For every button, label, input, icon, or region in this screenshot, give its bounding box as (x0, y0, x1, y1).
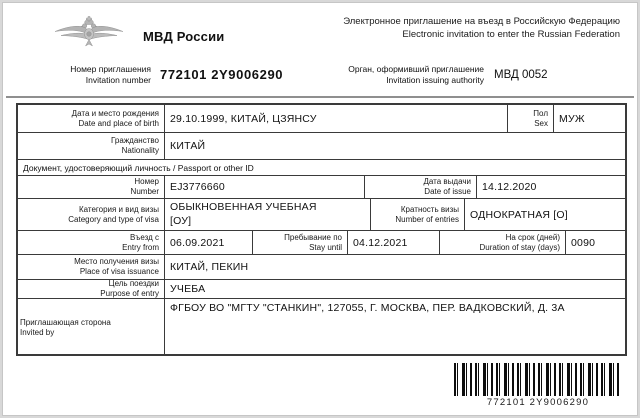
purpose-value: УЧЕБА (164, 280, 625, 298)
invited-by-value: ФГБОУ ВО "МГТУ "СТАНКИН", 127055, Г. МОСКВА, ПЕР. ВАДКОВСКИЙ, Д. 3А (164, 299, 625, 354)
document-title (343, 15, 620, 42)
nationality-row (18, 132, 625, 159)
invited-by-label: Приглашающая сторона Invited by (20, 317, 111, 337)
agency-name: МВД России (143, 29, 225, 44)
issue-date-label: Дата выдачи Date of issue (364, 176, 476, 198)
barcode-bars-icon (454, 363, 622, 396)
visa-category-value: ОБЫКНОВЕННАЯ УЧЕБНАЯ [ОУ] (164, 199, 370, 230)
entry-dates-row (18, 230, 625, 254)
invitation-table (16, 103, 627, 356)
barcode (451, 363, 625, 408)
visa-category-label: Категория и вид визы Category and type of visa (68, 204, 159, 224)
visa-place-label: Место получения визы Place of visa issuance (74, 257, 159, 276)
entries-value: ОДНОКРАТНАЯ [О] (464, 199, 625, 230)
invitation-number-value: 772101 2Y9006290 (160, 67, 284, 82)
birth-label: Дата и место рождения Date and place of birth (71, 108, 159, 128)
passport-number-value: EJ3776660 (164, 176, 364, 198)
invited-by-row (18, 298, 625, 354)
id-document-section-row (18, 159, 625, 175)
mvd-eagle-emblem-icon (53, 8, 125, 58)
entry-from-label: Въезд с Entry from (122, 232, 159, 252)
purpose-row (18, 279, 625, 298)
entry-from-value: 06.09.2021 (164, 231, 252, 254)
invitation-number-label (31, 64, 151, 86)
duration-label: На срок (дней) Duration of stay (days) (439, 231, 565, 254)
stay-until-label: Пребывание по Stay until (252, 231, 347, 254)
passport-number-label: Номер Number (130, 177, 159, 196)
invitation-number-label-ru: Номер приглашения (70, 64, 151, 74)
issuing-authority-value: МВД 0052 (494, 69, 548, 81)
barcode-text: 772101 2Y9006290 (486, 397, 590, 408)
document-title-ru: Электронное приглашение на въезд в Российскую Федерацию (343, 16, 620, 27)
duration-value: 0090 (565, 231, 625, 254)
nationality-value: КИТАЙ (164, 133, 625, 159)
header-separator (6, 96, 634, 98)
sex-label: Пол Sex (507, 105, 553, 132)
issue-date-value: 14.12.2020 (476, 176, 625, 198)
entries-label: Кратность визы Number of entries (370, 199, 464, 230)
birth-row (18, 105, 625, 132)
sex-value: МУЖ (553, 105, 625, 132)
birth-value: 29.10.1999, КИТАЙ, ЦЗЯНСУ (164, 105, 507, 132)
nationality-label: Гражданство Nationality (111, 136, 159, 155)
stay-until-value: 04.12.2021 (347, 231, 439, 254)
passport-number-row (18, 175, 625, 198)
visa-place-row (18, 254, 625, 279)
issuing-authority-label-ru: Орган, оформивший приглашение (348, 64, 484, 74)
visa-category-row (18, 198, 625, 230)
invitation-number-label-en: Invitation number (85, 75, 151, 86)
purpose-label: Цель поездки Purpose of entry (100, 280, 159, 298)
visa-place-value: КИТАЙ, ПЕКИН (164, 255, 625, 279)
id-document-section-title: Документ, удостоверяющий личность / Passport or other ID (23, 162, 254, 173)
issuing-authority-label-en: Invitation issuing authority (386, 75, 484, 86)
issuing-authority-label (321, 64, 484, 86)
page (2, 2, 638, 416)
document-title-en: Electronic invitation to enter the Russian Federation (402, 29, 620, 41)
